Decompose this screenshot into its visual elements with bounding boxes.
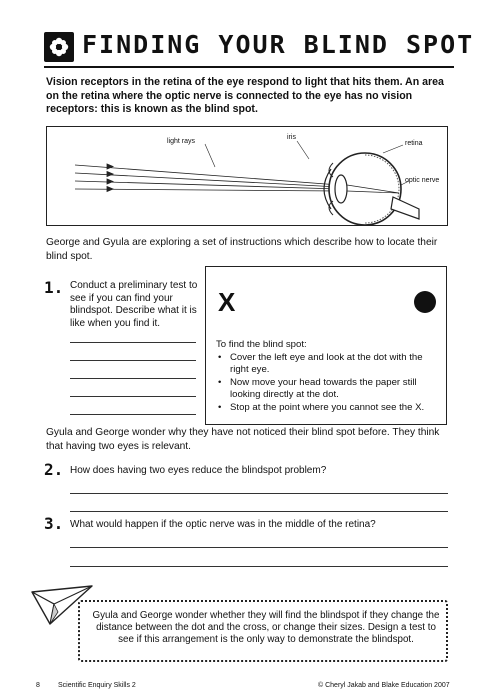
answer-line[interactable] — [70, 566, 448, 567]
instruction-step: • Now move your head towards the paper still looking directly at the dot. — [216, 377, 442, 400]
instructions-list — [216, 352, 442, 416]
answer-line[interactable] — [70, 414, 196, 415]
question-3-text: What would happen if the optic nerve was in the middle of the retina? — [70, 519, 376, 530]
paper-plane-icon — [30, 584, 94, 633]
page-title: FINDING YOUR BLIND SPOT — [82, 30, 475, 59]
instructions-title: To find the blind spot: — [216, 339, 307, 350]
question-3-number: 3. — [44, 514, 64, 533]
extension-box — [78, 600, 448, 662]
eye-diagram — [46, 126, 448, 226]
answer-line[interactable] — [70, 511, 448, 512]
extension-text: Gyula and George wonder whether they will find the blindspot if they change the distance between the dot and the cross, or change their sizes. Design a test to see if this arrangement is the only way to demonstrate the blindspot. — [92, 610, 440, 645]
answer-line[interactable] — [70, 547, 448, 548]
instruction-step: • Stop at the point where you cannot see the X. — [216, 402, 442, 414]
page-number: 8 — [36, 682, 40, 689]
answer-line[interactable] — [70, 493, 448, 494]
answer-line[interactable] — [70, 378, 196, 379]
context-paragraph-2: Gyula and George wonder why they have not noticed their blind spot before. They think that having two eyes is relevant. — [46, 427, 440, 452]
answer-line[interactable] — [70, 360, 196, 361]
question-1-number: 1. — [44, 278, 64, 297]
light-rays-label: light rays — [167, 138, 196, 145]
intro-paragraph: Vision receptors in the retina of the eye respond to light that hits them. An area on the retina where the optic nerve is connected to the eye has no vision receptors: this is known as the blind spot. — [46, 76, 444, 115]
question-2-text: How does having two eyes reduce the blindspot problem? — [70, 465, 327, 476]
optic-nerve-label: optic nerve — [405, 177, 440, 184]
title-divider — [44, 66, 454, 68]
dot-mark — [414, 291, 436, 313]
instruction-step: • Cover the left eye and look at the dot with the right eye. — [216, 352, 442, 375]
question-1-text: Conduct a preliminary test to see if you can find your blindspot. Describe what it is like when you find it. — [70, 280, 198, 329]
book-title: Scientific Enquiry Skills 2 — [58, 682, 136, 689]
copyright: © Cheryl Jakab and Blake Education 2007 — [318, 682, 450, 689]
retina-label: retina — [405, 140, 423, 147]
iris-label: iris — [287, 134, 296, 141]
answer-line[interactable] — [70, 342, 196, 343]
cross-mark: X — [218, 287, 236, 317]
answer-line[interactable] — [70, 396, 196, 397]
context-paragraph: George and Gyula are exploring a set of instructions which describe how to locate their blind spot. — [46, 237, 438, 262]
instructions-box — [205, 266, 447, 425]
question-2-number: 2. — [44, 460, 64, 479]
flower-icon — [44, 32, 74, 62]
